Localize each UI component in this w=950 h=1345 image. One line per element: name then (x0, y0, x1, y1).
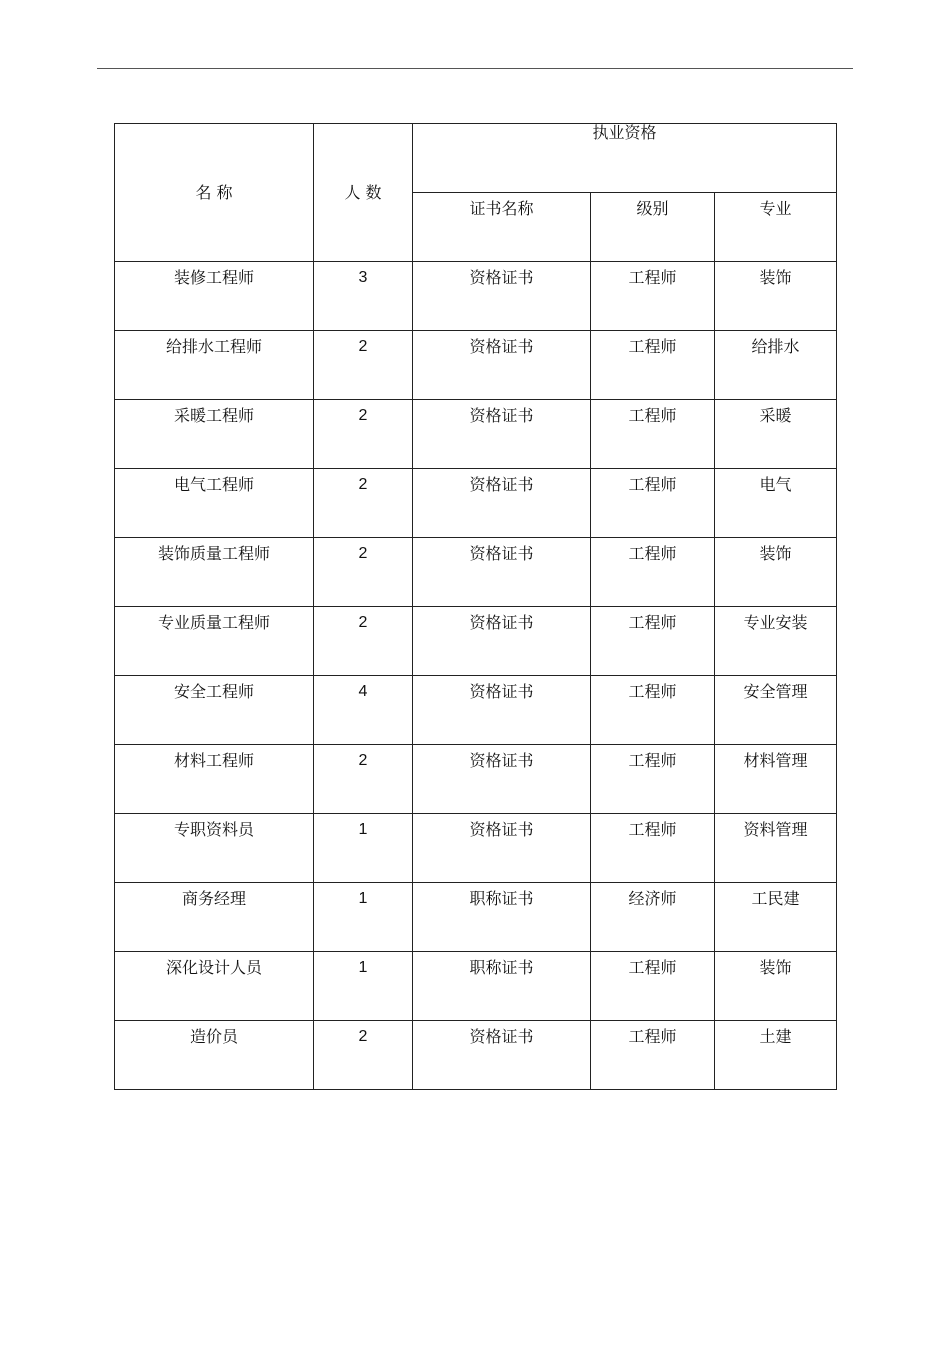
row-count: 1 (314, 883, 413, 952)
row-major: 电气 (715, 469, 837, 538)
table-row (115, 952, 837, 1021)
row-major: 采暖 (715, 400, 837, 469)
row-major: 资料管理 (715, 814, 837, 883)
row-name: 安全工程师 (115, 676, 314, 745)
table-body (115, 124, 837, 1090)
table-row (115, 607, 837, 676)
qualification-header (413, 124, 837, 193)
row-major: 工民建 (715, 883, 837, 952)
row-level: 工程师 (591, 952, 715, 1021)
row-name: 专职资料员 (115, 814, 314, 883)
row-name: 电气工程师 (115, 469, 314, 538)
row-level: 工程师 (591, 262, 715, 331)
row-cert: 资格证书 (413, 745, 591, 814)
row-cert: 资格证书 (413, 676, 591, 745)
row-major: 安全管理 (715, 676, 837, 745)
row-cert: 资格证书 (413, 262, 591, 331)
row-count: 4 (314, 676, 413, 745)
row-count: 2 (314, 469, 413, 538)
row-count: 2 (314, 331, 413, 400)
row-cert: 资格证书 (413, 469, 591, 538)
table-row (115, 400, 837, 469)
table-row (115, 331, 837, 400)
header-rule (97, 68, 853, 69)
row-name: 采暖工程师 (115, 400, 314, 469)
level-header: 级别 (591, 193, 715, 262)
row-name: 给排水工程师 (115, 331, 314, 400)
row-level: 工程师 (591, 1021, 715, 1090)
count-header: 人 数 (314, 124, 413, 262)
row-level: 工程师 (591, 400, 715, 469)
row-cert: 职称证书 (413, 883, 591, 952)
row-level: 工程师 (591, 469, 715, 538)
row-name: 造价员 (115, 1021, 314, 1090)
table-row (115, 676, 837, 745)
row-level: 工程师 (591, 745, 715, 814)
row-major: 材料管理 (715, 745, 837, 814)
row-cert: 资格证书 (413, 814, 591, 883)
row-count: 2 (314, 400, 413, 469)
row-name: 深化设计人员 (115, 952, 314, 1021)
qualification-table (114, 123, 837, 1090)
table-row (115, 538, 837, 607)
row-cert: 资格证书 (413, 400, 591, 469)
row-major: 专业安装 (715, 607, 837, 676)
major-header: 专业 (715, 193, 837, 262)
row-cert: 资格证书 (413, 607, 591, 676)
row-level: 工程师 (591, 607, 715, 676)
row-name: 装修工程师 (115, 262, 314, 331)
row-cert: 资格证书 (413, 1021, 591, 1090)
row-level: 工程师 (591, 538, 715, 607)
header-row-1 (115, 124, 837, 193)
row-major: 装饰 (715, 538, 837, 607)
qualification-header-label: 执业资格 (592, 123, 657, 142)
row-cert: 职称证书 (413, 952, 591, 1021)
name-header: 名 称 (115, 124, 314, 262)
row-major: 土建 (715, 1021, 837, 1090)
row-level: 经济师 (591, 883, 715, 952)
row-name: 商务经理 (115, 883, 314, 952)
row-level: 工程师 (591, 676, 715, 745)
table-row (115, 262, 837, 331)
table-row (115, 469, 837, 538)
row-count: 2 (314, 538, 413, 607)
row-count: 2 (314, 745, 413, 814)
row-count: 2 (314, 1021, 413, 1090)
row-count: 1 (314, 952, 413, 1021)
cert-name-header: 证书名称 (413, 193, 591, 262)
row-count: 3 (314, 262, 413, 331)
row-major: 装饰 (715, 952, 837, 1021)
row-level: 工程师 (591, 814, 715, 883)
row-level: 工程师 (591, 331, 715, 400)
row-name: 材料工程师 (115, 745, 314, 814)
row-cert: 资格证书 (413, 538, 591, 607)
row-name: 专业质量工程师 (115, 607, 314, 676)
row-cert: 资格证书 (413, 331, 591, 400)
table-row (115, 1021, 837, 1090)
row-major: 给排水 (715, 331, 837, 400)
table-row (115, 814, 837, 883)
row-major: 装饰 (715, 262, 837, 331)
row-name: 装饰质量工程师 (115, 538, 314, 607)
row-count: 2 (314, 607, 413, 676)
table-row (115, 745, 837, 814)
table-row (115, 883, 837, 952)
row-count: 1 (314, 814, 413, 883)
